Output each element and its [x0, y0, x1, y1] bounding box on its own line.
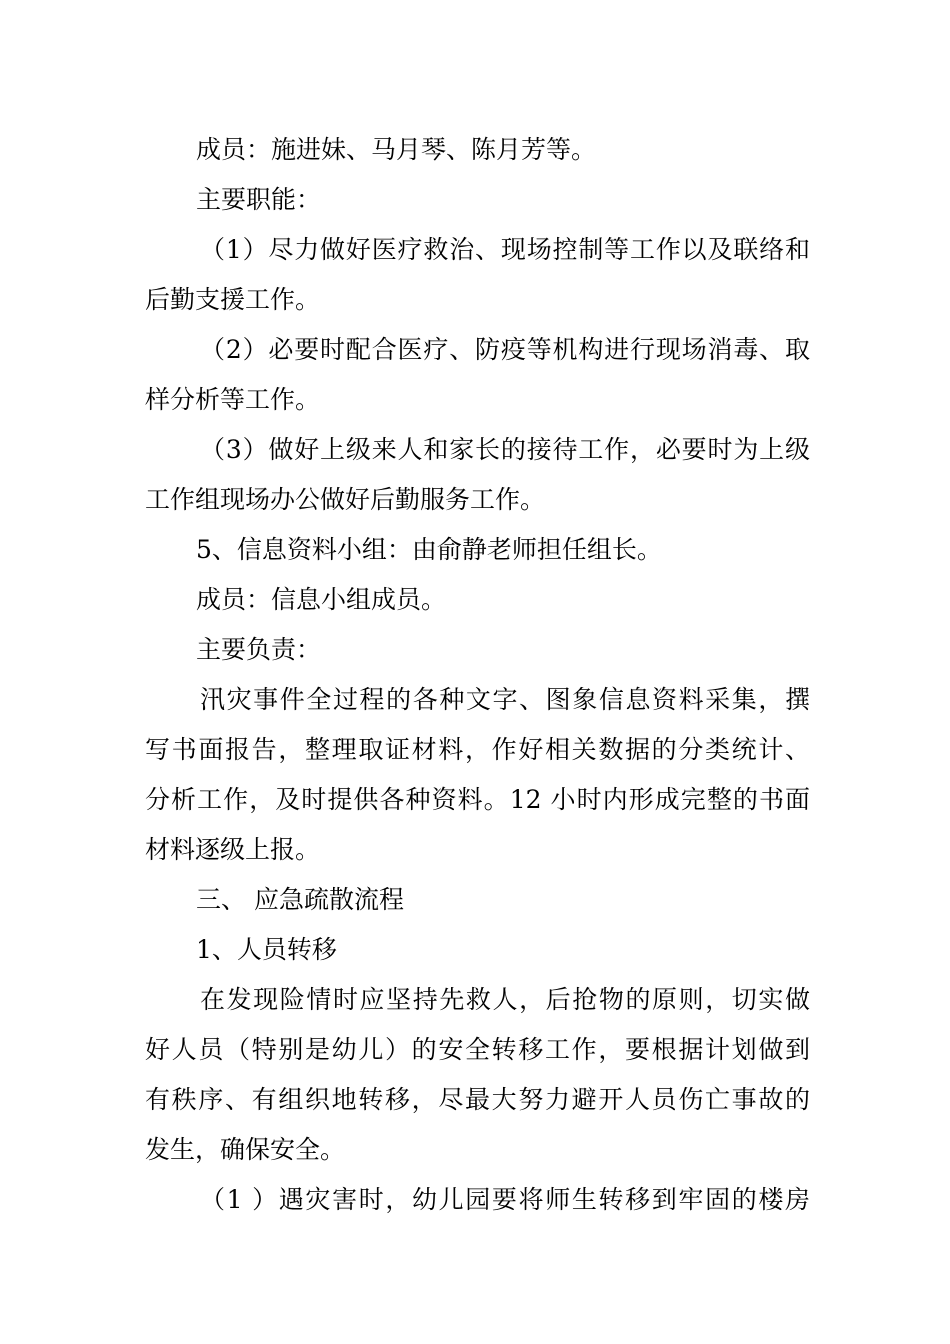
transfer-paragraph-line-4: 发生，确保安全。 — [145, 1135, 346, 1164]
main-responsibilities-heading: 主要负责： — [196, 635, 322, 664]
function-item-3-line-2: 工作组现场办公做好后勤服务工作。 — [145, 485, 546, 514]
personnel-transfer-heading: 1、人员转移 — [196, 935, 337, 964]
responsibility-paragraph-line-4: 材料逐级上报。 — [145, 835, 321, 864]
info-group-heading: 5、信息资料小组：由俞静老师担任组长。 — [196, 535, 662, 564]
function-item-1-line-2: 后勤支援工作。 — [145, 285, 321, 314]
function-item-2-line-1: （2）必要时配合医疗、防疫等机构进行现场消毒、取 — [200, 335, 810, 364]
transfer-paragraph-line-3: 有秩序、有组织地转移，尽最大努力避开人员伤亡事故的 — [145, 1085, 810, 1114]
main-functions-heading: 主要职能： — [196, 185, 322, 214]
section-3-heading: 三、 应急疏散流程 — [196, 885, 404, 914]
transfer-paragraph-line-2: 好人员（特别是幼儿）的安全转移工作，要根据计划做到 — [145, 1035, 810, 1064]
members-line-info: 成员：信息小组成员。 — [196, 585, 447, 614]
function-item-1-line-1: （1）尽力做好医疗救治、现场控制等工作以及联络和 — [200, 235, 810, 264]
responsibility-paragraph-line-1: 汛灾事件全过程的各种文字、图象信息资料采集，撰 — [200, 685, 810, 714]
members-line-medical: 成员：施进妹、马月琴、陈月芳等。 — [196, 135, 597, 164]
function-item-2-line-2: 样分析等工作。 — [145, 385, 321, 414]
transfer-item-1-line-1: （1 ）遇灾害时，幼儿园要将师生转移到牢固的楼房 — [200, 1185, 810, 1214]
responsibility-paragraph-line-2: 写书面报告，整理取证材料，作好相关数据的分类统计、 — [145, 735, 810, 764]
transfer-paragraph-line-1: 在发现险情时应坚持先救人，后抢物的原则，切实做 — [200, 985, 810, 1014]
responsibility-paragraph-line-3: 分析工作，及时提供各种资料。12 小时内形成完整的书面 — [145, 785, 810, 814]
function-item-3-line-1: （3）做好上级来人和家长的接待工作，必要时为上级 — [200, 435, 810, 464]
